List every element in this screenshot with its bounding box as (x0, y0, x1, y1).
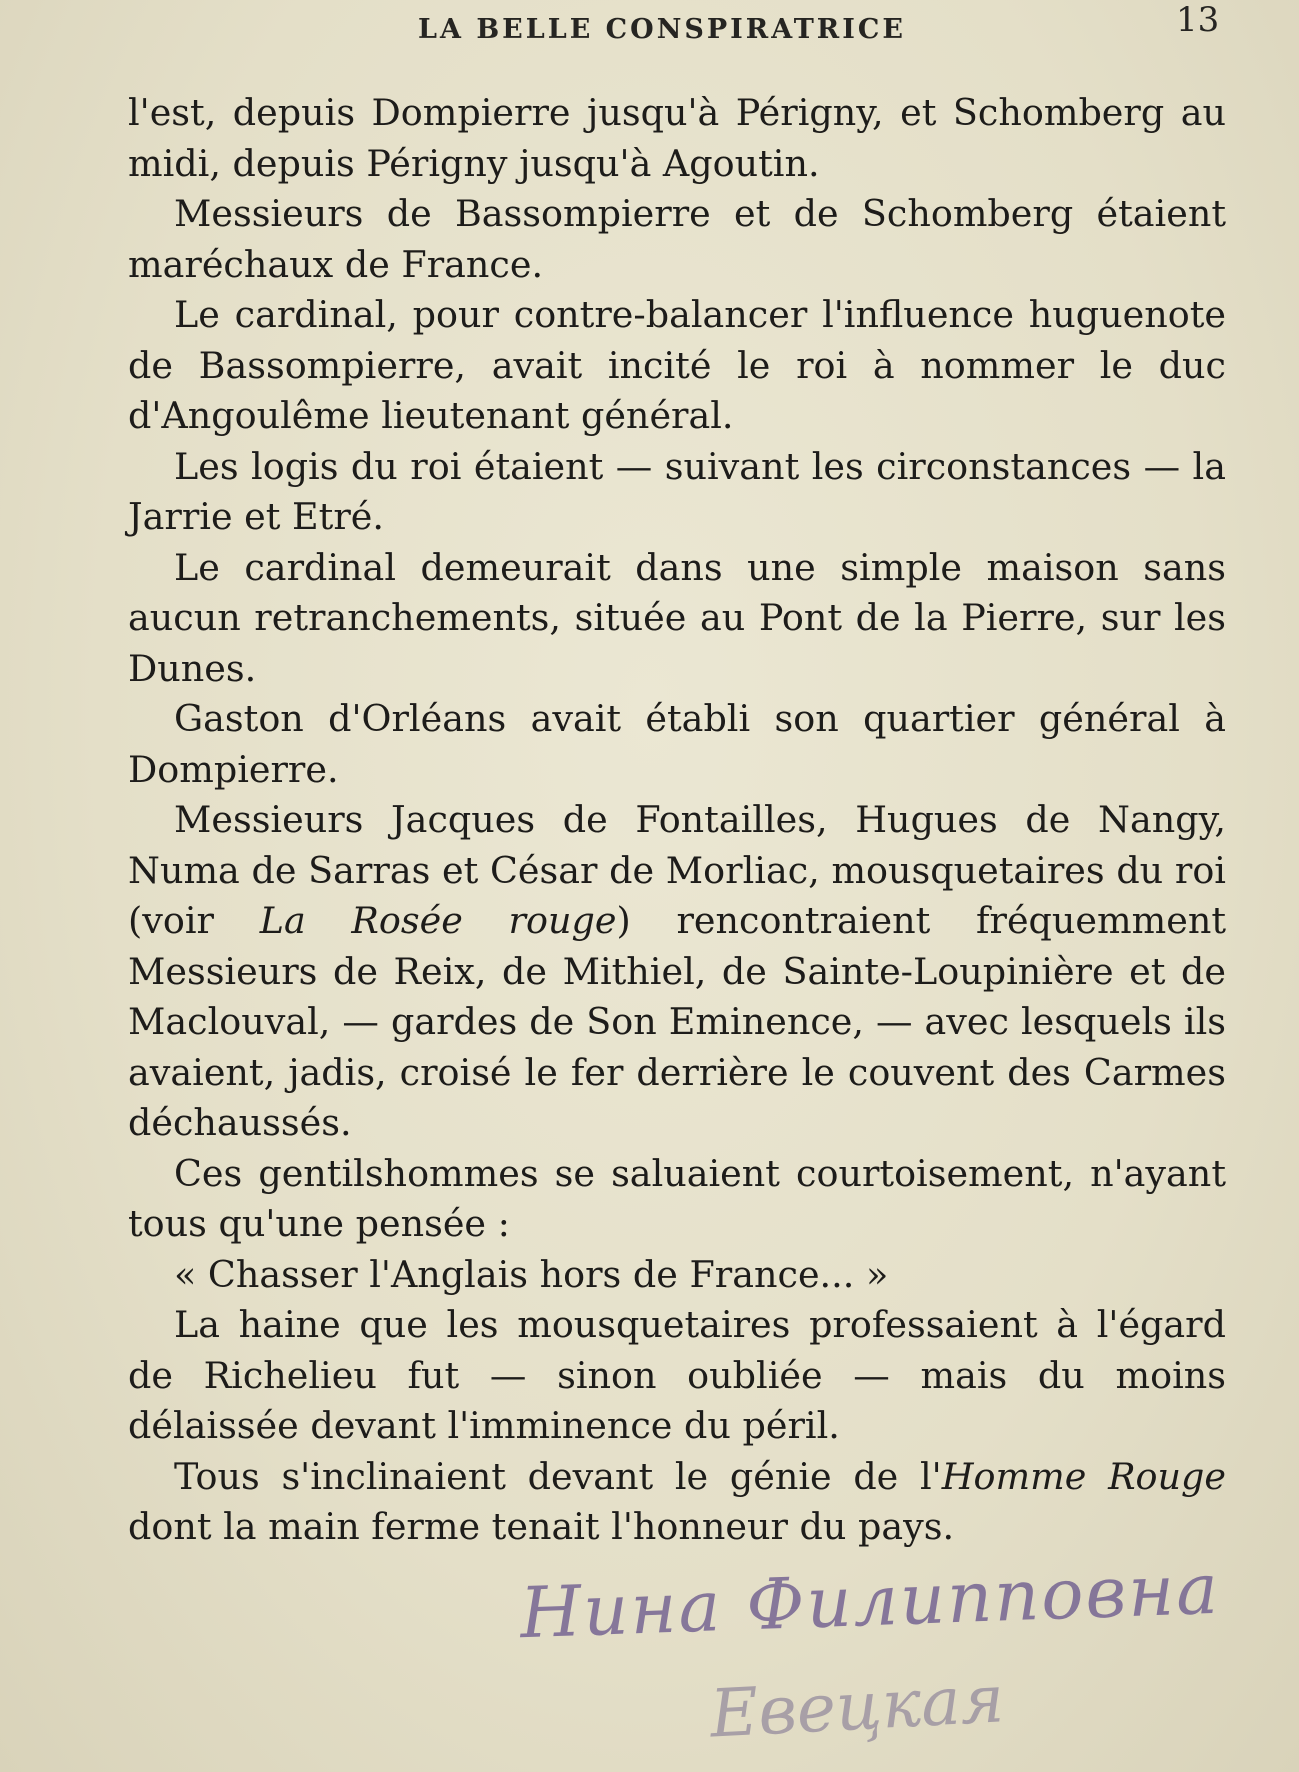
paragraph-7 (128, 795, 1226, 1149)
paragraph-1: l'est, depuis Dompierre jusqu'à Périgny, et Schomberg au midi, depuis Périgny jusqu'à Agoutin. (128, 91, 1226, 185)
handwritten-signature-line-2: Евецкая (708, 1660, 1006, 1753)
paragraph-3: Le cardinal, pour contre-balancer l'influence huguenote de Bassompierre, avait incité le roi à nommer le duc d'Angoulême lieutenant général. (128, 293, 1226, 437)
body-text (128, 88, 1226, 1553)
paragraph-9-quote: « Chasser l'Anglais hors de France... » (174, 1252, 889, 1296)
page-number: 13 (1176, 0, 1220, 40)
handwritten-signature-line-1: Нина Филипповна (518, 1547, 1222, 1655)
paragraph-11 (128, 1452, 1226, 1553)
paragraph-6: Gaston d'Orléans avait établi son quartier général à Dompierre. (128, 697, 1226, 791)
paragraph-7-start: Messieurs Jacques de Fontailles, Hugues de Nangy, Numa de Sarras et César de Morliac, mousquetaires du roi (voir (128, 798, 1226, 942)
paragraph-8: Ces gentilshommes se saluaient courtoisement, n'ayant tous qu'une pensée : (128, 1151, 1226, 1245)
paragraph-4: Les logis du roi étaient — suivant les circonstances — la Jarrie et Etré. (128, 444, 1226, 538)
paragraph-7-end: ) rencontraient fréquemment Messieurs de Reix, de Mithiel, de Sainte-Loupinière et de Maclouval, — gardes de Son Eminence, — avec lesquels ils avaient, jadis, croisé le fer derrière le couvent des Carmes déchaussés. (128, 899, 1227, 1144)
running-title: LA BELLE CONSPIRATRICE (418, 14, 906, 45)
book-title-la-rosee-rouge: La Rosée rouge (259, 899, 617, 942)
homme-rouge-italic: Homme Rouge (941, 1454, 1226, 1498)
paragraph-5: Le cardinal demeurait dans une simple maison sans aucun retranchements, située au Pont de la Pierre, sur les Dunes. (128, 545, 1226, 690)
paragraph-11-start: Tous s'inclinaient devant le génie de l' (174, 1454, 942, 1498)
paragraph-11-end: dont la main ferme tenait l'honneur du pays. (128, 1505, 955, 1548)
paragraph-2: Messieurs de Bassompierre et de Schomberg étaient maréchaux de France. (128, 192, 1226, 286)
paragraph-10: La haine que les mousquetaires professaient à l'égard de Richelieu fut — sinon oubliée — mais du moins délaissée devant l'imminence du péril. (128, 1303, 1226, 1447)
